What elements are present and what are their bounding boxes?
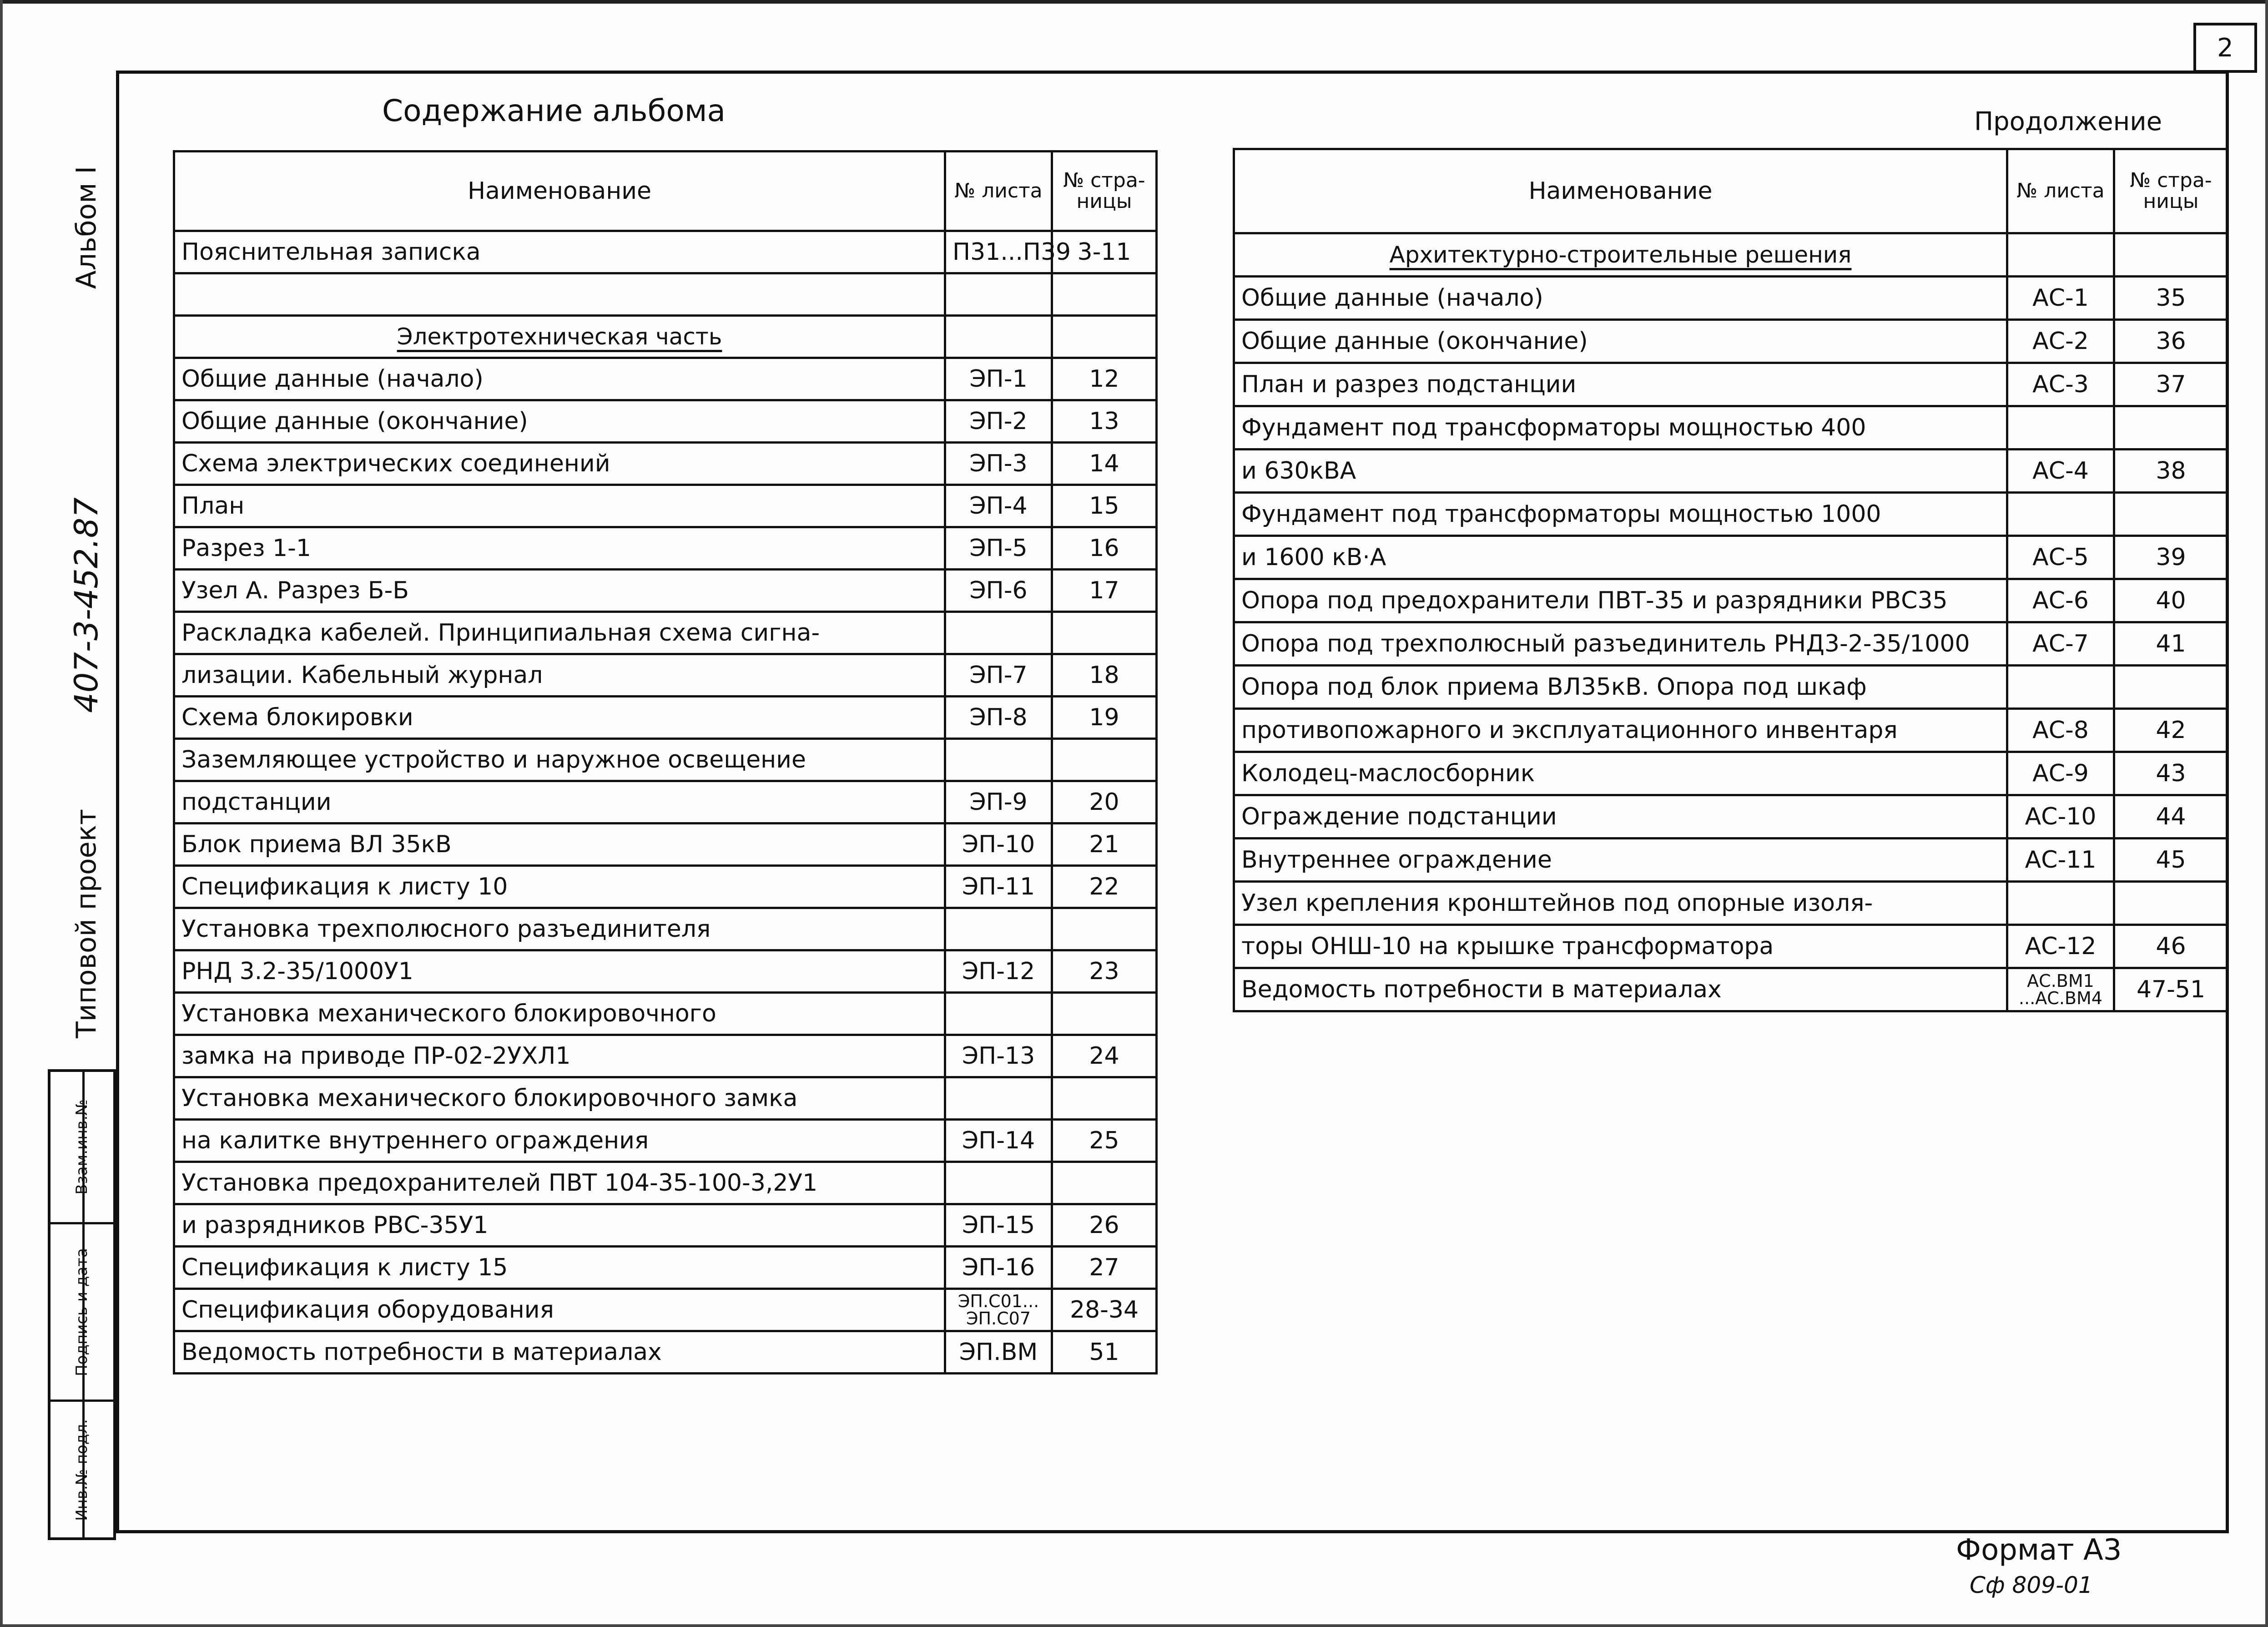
contents-heading: Содержание альбома	[382, 93, 726, 128]
page-cell: 14	[1052, 443, 1157, 485]
sheet-cell: ЭП-7	[945, 654, 1052, 697]
page-cell: 38	[2114, 450, 2228, 493]
table-row	[1234, 839, 2228, 882]
page-cell	[1052, 1162, 1157, 1204]
form-code: Сф 809-01	[1970, 1572, 2093, 1598]
name-cell: на калитке внутреннего ограждения	[174, 1120, 945, 1162]
page-cell: 36	[2114, 320, 2228, 363]
sheet-cell: АС-8	[2007, 709, 2114, 752]
sheet-cell: АС-12	[2007, 925, 2114, 968]
name-cell: Общие данные (начало)	[174, 358, 945, 400]
name-cell: Установка механического блокировочного замка	[174, 1077, 945, 1120]
sheet-cell: АС-2	[2007, 320, 2114, 363]
table-row	[1234, 536, 2228, 579]
table-header-row	[174, 152, 1157, 231]
table-row	[174, 697, 1157, 739]
page-cell: 44	[2114, 795, 2228, 839]
page-cell: 16	[1052, 527, 1157, 570]
table-row	[174, 1120, 1157, 1162]
name-cell: торы ОНШ-10 на крышке трансформатора	[1234, 925, 2007, 968]
format-label: Формат А3	[1956, 1533, 2122, 1567]
name-cell: Раскладка кабелей. Принципиальная схема сигна-	[174, 612, 945, 654]
table-row	[1234, 968, 2228, 1011]
table-row	[1234, 277, 2228, 320]
name-cell: Узел крепления кронштейнов под опорные изоля-	[1234, 882, 2007, 925]
section-title-cell	[1234, 233, 2007, 277]
table-row	[1234, 493, 2228, 536]
sheet-cell	[2007, 666, 2114, 709]
page-cell	[2114, 406, 2228, 450]
sheet-cell: АС-7	[2007, 622, 2114, 666]
name-cell: Колодец-маслосборник	[1234, 752, 2007, 795]
stamp-cell-signature	[50, 1222, 113, 1400]
name-cell: Общие данные (окончание)	[174, 400, 945, 443]
page-cell	[1052, 993, 1157, 1035]
page-cell: 21	[1052, 824, 1157, 866]
sheet-cell: ЭП-2	[945, 400, 1052, 443]
sheet-cell: АС-11	[2007, 839, 2114, 882]
name-cell: Опора под блок приема ВЛ35кВ. Опора под шкаф	[1234, 666, 2007, 709]
name-cell: Заземляющее устройство и наружное освещение	[174, 739, 945, 781]
table-row	[174, 527, 1157, 570]
name-cell: Установка предохранителей ПВТ 104-35-100-3,2У1	[174, 1162, 945, 1204]
table-row	[1234, 709, 2228, 752]
page-cell	[1052, 273, 1157, 316]
page-cell	[1052, 1077, 1157, 1120]
page-cell	[2114, 493, 2228, 536]
header-page: № стра- ницы	[2114, 149, 2228, 233]
sheet-cell	[945, 739, 1052, 781]
table-row	[1234, 666, 2228, 709]
sheet-cell: АС-3	[2007, 363, 2114, 406]
table-row	[1234, 795, 2228, 839]
contents-table-left	[173, 150, 1158, 1374]
table-row	[1234, 450, 2228, 493]
table-row	[1234, 233, 2228, 277]
page-cell	[2114, 233, 2228, 277]
name-cell: Опора под трехполюсный разъединитель РНД3-2-35/1000	[1234, 622, 2007, 666]
table-row	[174, 866, 1157, 908]
name-cell: Спецификация оборудования	[174, 1289, 945, 1331]
table-row	[174, 908, 1157, 950]
page-cell: 25	[1052, 1120, 1157, 1162]
name-cell	[174, 273, 945, 316]
name-cell: План и разрез подстанции	[1234, 363, 2007, 406]
page-cell: 19	[1052, 697, 1157, 739]
sheet-cell	[2007, 882, 2114, 925]
table-row	[174, 824, 1157, 866]
name-cell: РНД 3.2-35/1000У1	[174, 950, 945, 993]
sheet-cell: АС-5	[2007, 536, 2114, 579]
page-cell: 26	[1052, 1204, 1157, 1247]
table-row	[174, 781, 1157, 824]
page-cell: 47-51	[2114, 968, 2228, 1011]
sheet-cell	[945, 908, 1052, 950]
project-type-label: Типовой проект	[71, 809, 102, 1038]
table-row	[1234, 579, 2228, 622]
name-cell: Установка механического блокировочного	[174, 993, 945, 1035]
table-row	[174, 1162, 1157, 1204]
sheet-cell: ЭП-4	[945, 485, 1052, 527]
name-cell: Общие данные (окончание)	[1234, 320, 2007, 363]
header-sheet: № листа	[2007, 149, 2114, 233]
name-cell: План	[174, 485, 945, 527]
name-cell: Опора под предохранители ПВТ-35 и разрядники РВС35	[1234, 579, 2007, 622]
name-cell: Установка трехполюсного разъединителя	[174, 908, 945, 950]
stamp-cell-inventory	[50, 1400, 113, 1538]
table-row	[174, 993, 1157, 1035]
sheet-cell	[945, 316, 1052, 358]
approval-stamp	[48, 1069, 116, 1540]
page-cell	[1052, 612, 1157, 654]
name-cell: Ведомость потребности в материалах	[1234, 968, 2007, 1011]
header-name: Наименование	[1234, 149, 2007, 233]
table-row	[174, 1331, 1157, 1374]
stamp-signature-label: Подпись и дата	[73, 1248, 91, 1376]
table-row	[174, 358, 1157, 400]
table-row	[174, 1289, 1157, 1331]
name-cell: замка на приводе ПР-02-2УХЛ1	[174, 1035, 945, 1077]
page-cell: 20	[1052, 781, 1157, 824]
name-cell: Разрез 1-1	[174, 527, 945, 570]
page-cell: 13	[1052, 400, 1157, 443]
sheet-cell: ЭП-11	[945, 866, 1052, 908]
table-row	[174, 612, 1157, 654]
table-row	[1234, 363, 2228, 406]
name-cell: и разрядников РВС-35У1	[174, 1204, 945, 1247]
page-number: 2	[2217, 33, 2233, 63]
table-row	[1234, 752, 2228, 795]
table-header-row	[1234, 149, 2228, 233]
name-cell: Ограждение подстанции	[1234, 795, 2007, 839]
sheet-cell	[945, 1077, 1052, 1120]
table-row	[174, 1247, 1157, 1289]
name-cell: Пояснительная записка	[174, 231, 945, 273]
sheet-cell: ЭП.ВМ	[945, 1331, 1052, 1374]
name-cell: Схема электрических соединений	[174, 443, 945, 485]
sheet-cell: ЭП-6	[945, 570, 1052, 612]
page-number-box	[2193, 23, 2257, 73]
section-title: Архитектурно-строительные решения	[1389, 242, 1852, 268]
page-cell	[1052, 316, 1157, 358]
name-cell: и 1600 кВ·А	[1234, 536, 2007, 579]
sheet-cell: АС-4	[2007, 450, 2114, 493]
name-cell: Блок приема ВЛ 35кВ	[174, 824, 945, 866]
table-row	[1234, 925, 2228, 968]
page-cell: 24	[1052, 1035, 1157, 1077]
table-row	[174, 654, 1157, 697]
stamp-replacement-label: Взам.инв.№	[73, 1099, 91, 1195]
table-row	[1234, 622, 2228, 666]
name-cell: Общие данные (начало)	[1234, 277, 2007, 320]
album-label: Альбом I	[71, 166, 102, 289]
page-cell: 45	[2114, 839, 2228, 882]
header-page: № стра- ницы	[1052, 152, 1157, 231]
sheet-cell	[945, 993, 1052, 1035]
sheet-cell	[945, 1162, 1052, 1204]
header-sheet: № листа	[945, 152, 1052, 231]
sheet-cell: ЭП-15	[945, 1204, 1052, 1247]
page-cell	[1052, 908, 1157, 950]
sheet-cell: ЭП-14	[945, 1120, 1052, 1162]
table-row	[174, 1077, 1157, 1120]
sheet-cell: АС-6	[2007, 579, 2114, 622]
table-row	[1234, 320, 2228, 363]
table-row	[174, 316, 1157, 358]
sheet-cell: ЭП-3	[945, 443, 1052, 485]
sheet-cell: ЭП-1	[945, 358, 1052, 400]
page-cell: 51	[1052, 1331, 1157, 1374]
sheet-cell	[2007, 406, 2114, 450]
project-code-label: 407-3-452.87	[68, 497, 105, 713]
table-row	[174, 1204, 1157, 1247]
sheet-cell: ЭП-8	[945, 697, 1052, 739]
name-cell: лизации. Кабельный журнал	[174, 654, 945, 697]
sheet-cell: П31...П39	[945, 231, 1052, 273]
name-cell: Узел А. Разрез Б-Б	[174, 570, 945, 612]
page-cell: 27	[1052, 1247, 1157, 1289]
name-cell: Спецификация к листу 10	[174, 866, 945, 908]
page-cell: 3-11	[1052, 231, 1157, 273]
table-row	[1234, 882, 2228, 925]
page-cell: 28-34	[1052, 1289, 1157, 1331]
sheet-cell: АС-9	[2007, 752, 2114, 795]
page-cell: 12	[1052, 358, 1157, 400]
table-row	[174, 485, 1157, 527]
page-cell	[2114, 666, 2228, 709]
name-cell: Фундамент под трансформаторы мощностью 400	[1234, 406, 2007, 450]
name-cell: Внутреннее ограждение	[1234, 839, 2007, 882]
page-cell: 17	[1052, 570, 1157, 612]
page-cell: 22	[1052, 866, 1157, 908]
table-row	[174, 570, 1157, 612]
page-cell	[1052, 739, 1157, 781]
stamp-inventory-label: Инв.№ подл.	[73, 1419, 91, 1521]
page-cell: 35	[2114, 277, 2228, 320]
page-cell: 37	[2114, 363, 2228, 406]
page-cell: 18	[1052, 654, 1157, 697]
sheet-cell: ЭП-9	[945, 781, 1052, 824]
section-title: Электротехническая часть	[397, 323, 722, 350]
table-row	[174, 400, 1157, 443]
sheet-cell: ЭП-10	[945, 824, 1052, 866]
header-name: Наименование	[174, 152, 945, 231]
page-cell: 42	[2114, 709, 2228, 752]
sheet-cell: АС-1	[2007, 277, 2114, 320]
table-row	[174, 273, 1157, 316]
name-cell: и 630кВА	[1234, 450, 2007, 493]
continuation-heading: Продолжение	[1974, 107, 2162, 136]
page-cell: 46	[2114, 925, 2228, 968]
sheet-cell: ЭП.С01... ЭП.С07	[945, 1289, 1052, 1331]
sheet-cell	[945, 612, 1052, 654]
sheet-cell	[2007, 493, 2114, 536]
name-cell: Схема блокировки	[174, 697, 945, 739]
name-cell: Ведомость потребности в материалах	[174, 1331, 945, 1374]
page-cell: 15	[1052, 485, 1157, 527]
table-row	[174, 443, 1157, 485]
name-cell: подстанции	[174, 781, 945, 824]
sheet-cell: АС.ВМ1 ...АС.ВМ4	[2007, 968, 2114, 1011]
contents-table-right	[1233, 148, 2229, 1012]
stamp-cell-replacement	[50, 1072, 113, 1222]
page-cell: 39	[2114, 536, 2228, 579]
table-row	[174, 950, 1157, 993]
table-row	[174, 739, 1157, 781]
page-cell: 41	[2114, 622, 2228, 666]
sheet-cell: ЭП-12	[945, 950, 1052, 993]
page-cell	[2114, 882, 2228, 925]
sheet-cell	[945, 273, 1052, 316]
sheet-cell	[2007, 233, 2114, 277]
sheet-cell: ЭП-16	[945, 1247, 1052, 1289]
sheet-cell: ЭП-5	[945, 527, 1052, 570]
sheet-cell: ЭП-13	[945, 1035, 1052, 1077]
name-cell: Спецификация к листу 15	[174, 1247, 945, 1289]
table-row	[1234, 406, 2228, 450]
page-cell: 43	[2114, 752, 2228, 795]
page-cell: 40	[2114, 579, 2228, 622]
table-row	[174, 231, 1157, 273]
table-row	[174, 1035, 1157, 1077]
section-title-cell	[174, 316, 945, 358]
name-cell: противопожарного и эксплуатационного инвентаря	[1234, 709, 2007, 752]
name-cell: Фундамент под трансформаторы мощностью 1000	[1234, 493, 2007, 536]
page-cell: 23	[1052, 950, 1157, 993]
sheet-cell: АС-10	[2007, 795, 2114, 839]
